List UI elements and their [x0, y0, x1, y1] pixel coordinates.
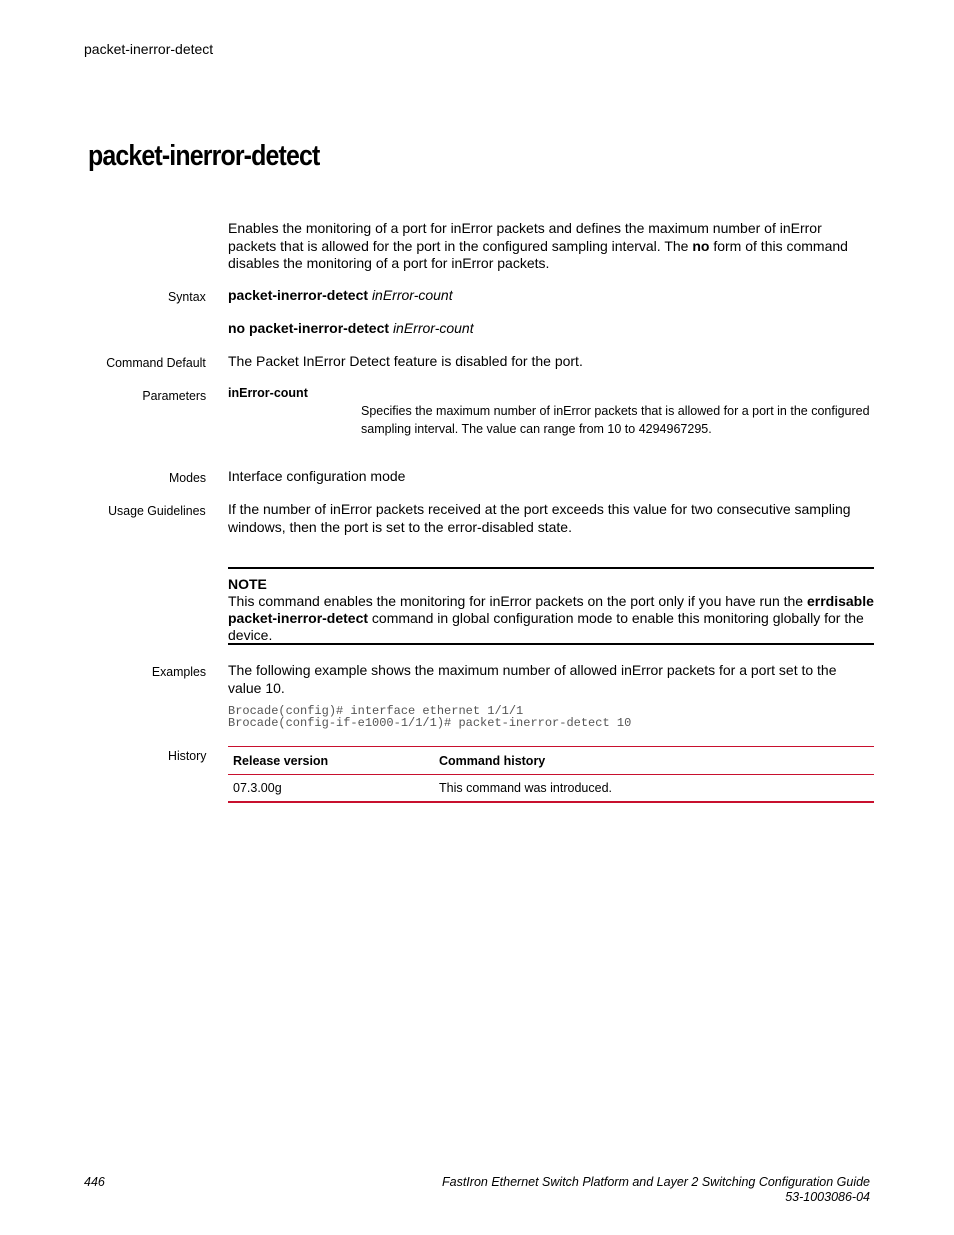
page-number: 446: [84, 1175, 105, 1189]
cell-command-history: This command was introduced.: [434, 775, 874, 803]
syntax-argument: inError-count: [371, 287, 453, 303]
examples-text: The following example shows the maximum number of allowed inError packets for a port set to the value 10.: [228, 662, 837, 696]
footer-doc-number: 53-1003086-04: [785, 1190, 870, 1204]
command-default-text: The Packet InError Detect feature is disabled for the port.: [228, 353, 583, 369]
usage-guidelines-text: If the number of inError packets received at the port exceeds this value for two consecutive sampling windows, then the port is set to the error-disabled state.: [228, 501, 851, 535]
code-line: Brocade(config-if-e1000-1/1/1)# packet-inerror-detect 10: [228, 716, 632, 730]
syntax-no-argument: inError-count: [392, 320, 474, 336]
syntax-line-1: [228, 287, 868, 305]
syntax-command: packet-inerror-detect: [228, 287, 369, 303]
running-header: packet-inerror-detect: [84, 41, 214, 57]
description-text-2: form of this command disables the monitoring of a port for inError packets.: [228, 237, 848, 271]
note-box: [228, 567, 874, 645]
label-examples: Examples: [151, 664, 206, 679]
modes-text: Interface configuration mode: [228, 468, 406, 484]
note-text: [228, 593, 874, 644]
cell-release-version: 07.3.00g: [228, 775, 434, 803]
command-description: [228, 220, 868, 273]
table-row: [228, 775, 874, 803]
syntax-line-2: [228, 320, 868, 338]
parameter-description: Specifies the maximum number of inError packets that is allowed for a port in the configured sampling interval. The value can range from 10 to 4294967295.: [361, 404, 870, 436]
label-syntax: Syntax: [168, 289, 206, 304]
note-text-2: command in global configuration mode to enable this monitoring globally for the device.: [228, 610, 864, 643]
syntax-no-command: no packet-inerror-detect: [228, 320, 390, 336]
code-line: Brocade(config)# interface ethernet 1/1/1: [228, 704, 524, 718]
page-title: packet-inerror-detect: [88, 140, 320, 172]
label-history: History: [167, 748, 206, 763]
column-header-release-version: Release version: [228, 747, 434, 775]
footer-guide-info: [442, 1175, 870, 1205]
note-text-1: This command enables the monitoring for inError packets on the port only if you have run the: [228, 593, 807, 609]
footer-guide-title: FastIron Ethernet Switch Platform and Layer 2 Switching Configuration Guide: [442, 1175, 870, 1189]
description-bold-no: no: [692, 237, 710, 254]
label-parameters: Parameters: [142, 388, 206, 403]
column-header-command-history: Command history: [434, 747, 874, 775]
table-header-row: [228, 747, 874, 775]
label-usage-guidelines: Usage Guidelines: [108, 503, 206, 518]
note-title: NOTE: [228, 576, 267, 592]
note-bold-command: errdisable packet-inerror-detect: [228, 593, 874, 626]
label-modes: Modes: [168, 470, 206, 485]
parameter-name: inError-count: [228, 386, 308, 400]
description-text-1: Enables the monitoring of a port for inError packets and defines the maximum number of inError packets that is allowed for the port in the configured sampling interval. The: [228, 220, 822, 254]
history-table: [228, 746, 874, 803]
code-example: [228, 705, 631, 729]
label-command-default: Command Default: [106, 355, 206, 370]
